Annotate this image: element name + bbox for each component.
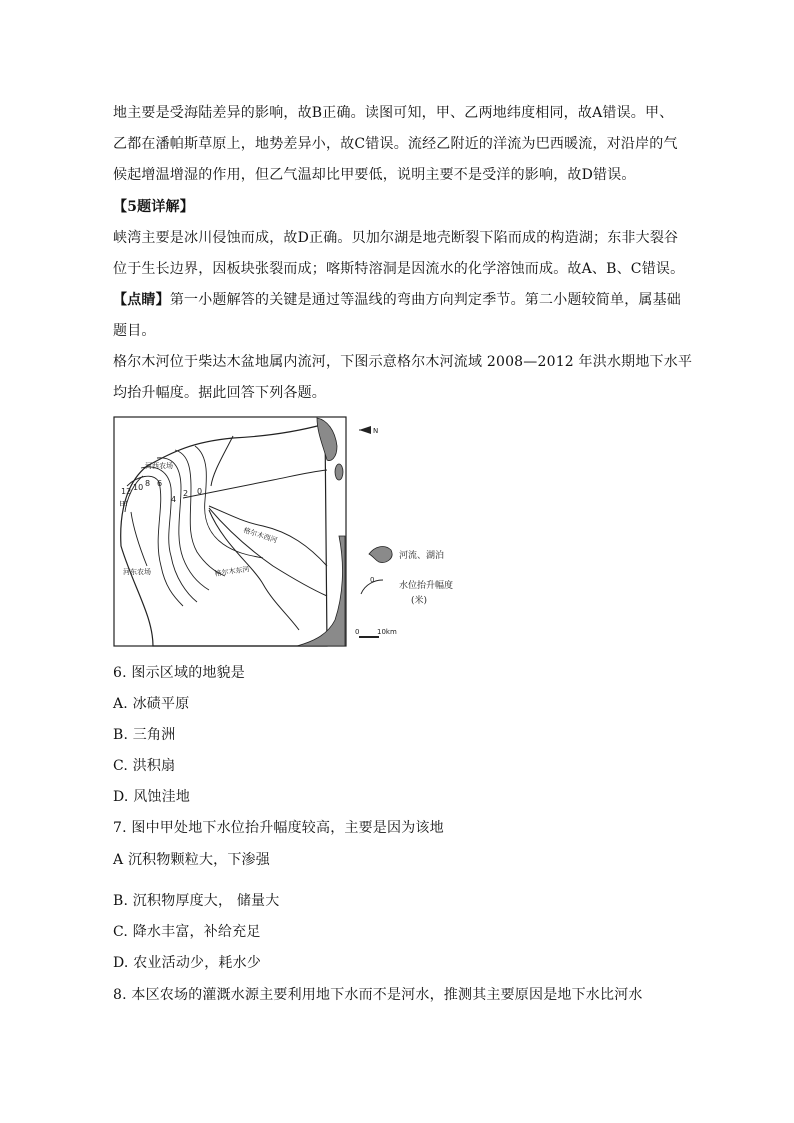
lake-north	[317, 418, 337, 460]
river-line	[211, 436, 233, 486]
river-east-label: 格尔木东河	[214, 565, 250, 578]
intro-line: 均抬升幅度。据此回答下列各题。	[113, 385, 326, 401]
question-option: A. 冰碛平原	[113, 696, 190, 712]
contour-labels	[121, 479, 202, 504]
point-jia-label: 甲	[119, 501, 129, 511]
lakes	[297, 418, 345, 646]
water-level-contours	[125, 446, 263, 606]
explanation-line: 乙都在潘帕斯草原上，地势差异小，故C错误。流经乙附近的洋流为巴西暖流，对沿岸的气	[113, 136, 678, 152]
map-frame	[114, 417, 346, 646]
contour-label: 4	[171, 495, 177, 504]
question-option: A 沉积物颗粒大，下渗强	[113, 852, 270, 868]
basin-outline	[121, 424, 327, 646]
question-stem: 8. 本区农场的灌溉水源主要利用地下水而不是河水，推测其主要原因是地下水比河水	[113, 987, 643, 1003]
groundwater-map	[113, 416, 473, 648]
tip-text: 第一小题解答的关键是通过等温线的弯曲方向判定季节。第二小题较简单，属基础	[169, 292, 682, 308]
contour-line	[131, 512, 147, 566]
legend-water-swatch	[369, 547, 392, 563]
question-option: B. 沉积物厚度大， 储量大	[113, 893, 280, 909]
contour-label: 10	[133, 483, 144, 492]
section-heading: 【5题详解】	[113, 199, 194, 215]
explanation-line: 峡湾主要是冰川侵蚀而成，故D正确。贝加尔湖是地壳断裂下陷而成的构造湖；东非大裂谷	[113, 230, 679, 246]
tip-line: 题目。	[113, 323, 156, 339]
river-west-label: 格尔木西河	[242, 526, 279, 545]
contour-line	[195, 446, 263, 558]
contour-label: 8	[145, 479, 151, 488]
question-stem: 7. 图中甲处地下水位抬升幅度较高，主要是因为该地	[113, 820, 444, 836]
river-line	[209, 508, 327, 596]
explanation-line: 候起增温增湿的作用，但乙气温却比甲要低，说明主要不是受洋的影响，故D错误。	[113, 167, 636, 183]
lake-small	[335, 464, 343, 480]
contour-label: 12	[121, 487, 132, 496]
legend	[355, 547, 453, 637]
contour-label: 2	[183, 489, 189, 498]
legend-contour-value: 0	[370, 576, 375, 584]
contour-line	[157, 458, 209, 590]
legend-unit-label: (米)	[411, 596, 428, 606]
map-svg	[113, 416, 473, 648]
place-labels	[119, 461, 278, 578]
explanation-line: 位于生长边界，因板块张裂而成；喀斯特溶洞是因流水的化学溶蚀而成。故A、B、C错误。	[113, 261, 685, 277]
north-arrow-icon	[359, 426, 378, 435]
intro-line: 格尔木河位于柴达木盆地属内流河，下图示意格尔木河流域 2008—2012 年洪水期地下水平	[113, 354, 693, 370]
farm-west-label: 河西农场	[145, 462, 173, 470]
question-option: D. 风蚀洼地	[113, 789, 191, 805]
explanation-line: 地主要是受海陆差异的影响，故B正确。读图可知，甲、乙两地纬度相同，故A错误。甲、	[113, 105, 674, 121]
legend-contour-label: 水位抬升幅度	[399, 581, 454, 591]
question-stem: 6. 图示区域的地貌是	[113, 665, 246, 681]
question-option: C. 洪积扇	[113, 758, 176, 774]
river-line	[183, 470, 327, 498]
scale-length-label: 10km	[377, 628, 397, 636]
question-option: C. 降水丰富，补给充足	[113, 924, 261, 940]
contour-label: 0	[197, 487, 203, 496]
contour-label: 6	[157, 479, 163, 488]
lake-south	[297, 536, 345, 646]
scale-zero-label: 0	[355, 628, 360, 636]
tip-heading: 【点睛】	[113, 292, 170, 308]
north-label: N	[373, 427, 379, 435]
question-option: D. 农业活动少，耗水少	[113, 955, 262, 971]
legend-river-label: 河流、湖泊	[399, 551, 445, 561]
question-option: B. 三角洲	[113, 727, 176, 743]
farm-east-label: 河东农场	[123, 568, 151, 576]
tip-line	[113, 289, 683, 311]
